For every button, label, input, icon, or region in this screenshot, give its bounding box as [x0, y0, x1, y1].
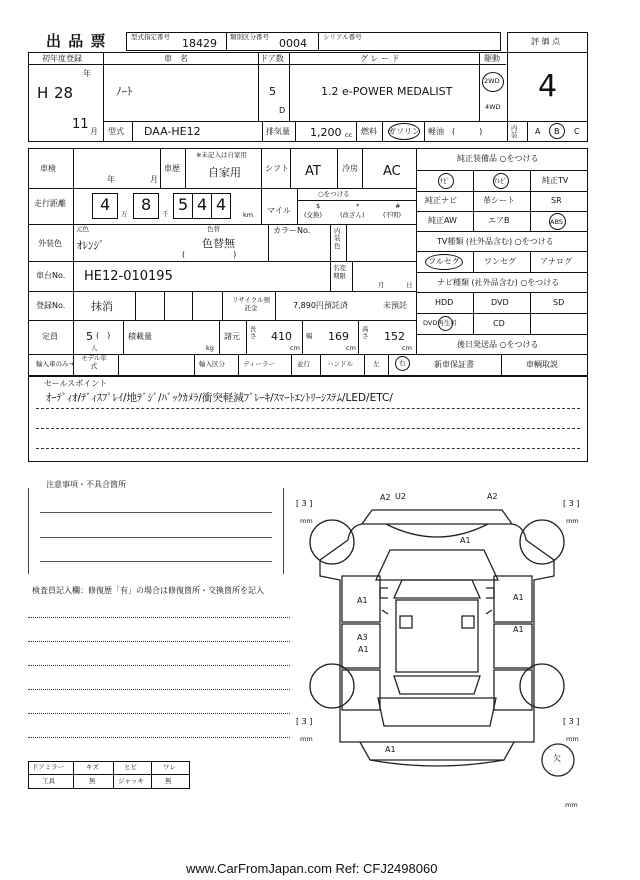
color-change: 色替無: [202, 237, 235, 250]
inspector-label: 検査員記入欄：修復歴「有」の場合は修復箇所・交換箇所を記入: [32, 586, 264, 595]
legend-value-tools-status: 無: [89, 777, 96, 785]
era: H: [37, 84, 49, 102]
ac: AC: [383, 164, 401, 179]
std-sr: SR: [551, 196, 562, 205]
mileage-man-unit: 万: [121, 210, 128, 218]
height-unit: cm: [402, 344, 412, 352]
mark-right-front-door: A1: [513, 593, 524, 602]
model-cert-number: 18429: [182, 37, 217, 50]
caution-label: 注意事項・不具合箇所: [46, 480, 126, 489]
displacement-unit: cc: [345, 131, 353, 139]
legend-header-broken: ワレ: [163, 763, 176, 771]
doors-label: ドア数: [260, 54, 284, 63]
import-label: 輸入車のみ→: [36, 360, 74, 368]
original-color-label: 元色: [76, 225, 89, 233]
interior-grade-a: A: [535, 127, 541, 136]
tire-front-right-value: 3: [568, 499, 574, 508]
model: DAA-HE12: [144, 125, 201, 138]
drive-label: 駆動: [484, 54, 500, 63]
color-no-field: カラーNo.: [273, 226, 311, 235]
shift-label: シフト: [265, 164, 289, 173]
score-value: 4: [538, 69, 558, 104]
shift: AT: [305, 164, 321, 179]
mileage-altered-sub: (改ざん): [340, 211, 365, 219]
usage-note: ※未記入は自家用: [196, 151, 247, 159]
chassis-label: 車台No.: [36, 271, 66, 280]
model-year-label: モデル年式: [81, 354, 107, 370]
sales-point-box: [28, 376, 588, 462]
mark-front-left: A2: [380, 493, 391, 502]
capacity-label: 定員: [42, 332, 58, 341]
color-label: 外装色: [38, 239, 62, 248]
mileage-digit-4: 4: [197, 195, 208, 214]
recycle-none: 未預託: [383, 301, 407, 310]
first-reg-label: 初年度登録: [42, 54, 82, 63]
grade-label: グ レ ー ド: [360, 54, 400, 63]
std-genuine-tv: 純正TV: [542, 176, 569, 185]
month-unit: 月: [90, 127, 98, 136]
tire-front-left: [ 3 ]: [296, 499, 313, 508]
recycle-deposit: 7,890円預託済: [293, 301, 348, 310]
fuel-light-oil: 軽油: [428, 127, 444, 136]
capacity-paren: ( ): [96, 331, 111, 340]
ac-label: 冷房: [342, 164, 358, 173]
doors: 5: [269, 85, 276, 98]
door-type: D: [279, 106, 286, 115]
std-equipment-title: 純正装備品 ○をつける: [457, 154, 539, 163]
model-cert-label: 型式指定番号: [131, 33, 170, 41]
shaken-year-unit: 年: [107, 175, 115, 184]
interior-grade-b: B: [554, 127, 560, 136]
handle-left: 左: [373, 360, 380, 368]
color-change-label: 色替: [207, 225, 220, 233]
year-unit: 年: [83, 69, 91, 78]
tire-rear-right: [ 3 ]: [563, 717, 580, 726]
mark-front-u2: U2: [395, 492, 406, 501]
fuel-label: 燃料: [361, 127, 377, 136]
std-airbag: エアB: [488, 216, 510, 225]
shaken-month-unit: 月: [150, 175, 158, 184]
model-label: 型式: [108, 127, 124, 136]
spare-tire-label: 欠: [553, 754, 561, 763]
mileage-unknown-sub: (不明): [383, 211, 402, 219]
drive-2wd: 2WD: [484, 77, 500, 85]
car-name: ﾉｰﾄ: [116, 85, 133, 98]
std-navi: ﾅﾋﾞ: [440, 177, 450, 185]
mileage-digit-3: 5: [178, 195, 189, 214]
mile-label: マイル: [267, 206, 291, 215]
mileage-digit-2: 8: [141, 195, 152, 214]
fuel-other: ( ): [452, 127, 483, 136]
drive-4wd: 4WD: [485, 103, 501, 111]
recycle-label: リサイクル預託金: [231, 296, 271, 313]
class-label: 類別区分番号: [230, 33, 269, 41]
mileage-digit-1: 4: [100, 195, 111, 214]
tire-front-right-unit: mm: [566, 517, 579, 525]
name-change-month: 月: [378, 281, 385, 289]
load-label: 積載量: [128, 332, 152, 341]
name-change-label: 名変期限: [333, 264, 346, 280]
navi-dvd: DVD: [491, 298, 509, 307]
color-paren: ( ): [182, 250, 237, 259]
spare-tire-unit: mm: [565, 801, 578, 809]
displacement-label: 排気量: [266, 127, 290, 136]
navi-hdd: HDD: [435, 298, 454, 307]
tire-rear-right-unit: mm: [566, 735, 579, 743]
displacement: 1,200: [310, 126, 342, 139]
legend-header-mirror: ドアミラー: [32, 763, 65, 771]
navi-title: ナビ種類 (社外品含む) ○をつける: [437, 278, 560, 287]
watermark: www.CarFromJapan.com Ref: CFJ2498060: [186, 861, 438, 876]
std-genuine-aw: 純正AW: [428, 216, 457, 225]
reg-label: 登録No.: [36, 301, 66, 310]
reg-number: 抹消: [91, 300, 113, 313]
sheet-title: 出 品 票: [46, 32, 107, 50]
navi-cd: CD: [493, 319, 505, 328]
dealer: ディーラー: [243, 360, 275, 368]
mark-front-right: A2: [487, 492, 498, 501]
tire-front-right: [ 3 ]: [563, 499, 580, 508]
mileage-exchange: $: [316, 202, 321, 210]
car-damage-diagram: [290, 480, 590, 810]
length-unit: cm: [290, 344, 300, 352]
sales-point-label: セールスポイント: [44, 379, 108, 388]
first-reg-month: 11: [72, 117, 89, 132]
mileage-km-unit: km: [243, 211, 254, 219]
grade: 1.2 e-POWER MEDALIST: [321, 85, 453, 98]
mark-left-front-door: A1: [357, 596, 368, 605]
serial-label: シリアル番号: [323, 33, 362, 41]
handle-right: 右: [399, 359, 406, 367]
later-title: 後日発送品 ○をつける: [457, 340, 539, 349]
tire-rear-left-unit: mm: [300, 735, 313, 743]
first-reg-year: 28: [54, 84, 74, 102]
load-unit: kg: [206, 344, 214, 352]
class-number: 0004: [279, 37, 307, 50]
length: 410: [271, 330, 292, 343]
tire-rear-right-value: 3: [568, 717, 574, 726]
std-genuine-navi: 純正ナビ: [425, 196, 457, 205]
later-manual: 車輌取説: [526, 360, 558, 369]
std-leather: 革シート: [483, 196, 515, 205]
shaken-label: 車検: [40, 164, 56, 173]
legend-value-jack-status: 無: [165, 777, 172, 785]
score-label: 評 価 点: [531, 37, 561, 46]
fuel-gasoline: ガソリン: [388, 127, 420, 136]
name-change-day: 日: [406, 281, 413, 289]
height-label: 高さ: [362, 325, 369, 340]
mileage-unknown: #: [395, 202, 401, 210]
sales-point-text: ｵｰﾃﾞｨｵ/ﾃﾞｨｽﾌﾟﾚｲ/地ﾃﾞｼﾞ/ﾊﾞｯｸｶﾒﾗ/衝突軽減ﾌﾞﾚｰｷ/ｽﾏｰﾄｴﾝﾄﾘｰｼｽﾃﾑ/LED/ETC/: [46, 392, 393, 404]
tv-title: TV種類 (社外品含む) ○をつける: [437, 237, 554, 246]
mileage-digit-5: 4: [216, 195, 227, 214]
length-label: 長さ: [250, 325, 257, 340]
mark-rear-bumper: A1: [385, 745, 396, 754]
mileage-circle-note: ○をつける: [318, 190, 350, 198]
mileage-sen-unit: 千: [162, 210, 169, 218]
tv-analog: アナログ: [540, 257, 572, 266]
handle-label: ハンドル: [327, 360, 353, 368]
tire-rear-left: [ 3 ]: [296, 717, 313, 726]
tire-front-left-unit: mm: [300, 517, 313, 525]
legend-value-jack: ジャッキ: [118, 777, 144, 785]
mileage-label: 走行距離: [34, 199, 66, 208]
std-tv: ﾃﾚﾋﾞ: [494, 177, 507, 185]
mileage-altered: *: [356, 202, 360, 210]
tire-rear-left-value: 3: [301, 717, 307, 726]
mark-left-rear-a3: A3: [357, 633, 368, 642]
parallel: 並行: [297, 360, 310, 368]
chassis-number: HE12-010195: [84, 269, 173, 284]
mark-hood: A1: [460, 536, 471, 545]
capacity: 5: [86, 330, 93, 343]
mileage-exchange-sub: (交換): [304, 211, 323, 219]
usage-label: 車歴: [164, 164, 180, 173]
width-label: 幅: [306, 332, 313, 340]
mark-right-rear-door: A1: [513, 625, 524, 634]
height: 152: [384, 330, 405, 343]
legend-header-scratch: キズ: [86, 763, 99, 771]
interior-grade-c: C: [574, 127, 580, 136]
interior-color-label: 内装色: [334, 227, 341, 250]
import-class-label: 輸入区分: [199, 360, 225, 368]
dims-label: 諸元: [224, 332, 240, 341]
interior-label: 内装: [511, 124, 518, 139]
later-warranty: 新車保証書: [434, 360, 474, 369]
car-name-label: 車 名: [164, 54, 188, 63]
legend-header-crack: ヒビ: [124, 763, 137, 771]
mark-left-rear-a1: A1: [358, 645, 369, 654]
usage: 自家用: [208, 166, 241, 179]
tire-front-left-value: 3: [301, 499, 307, 508]
navi-sd: SD: [553, 298, 565, 307]
std-abs: ABS: [550, 218, 563, 226]
legend-value-tools: 工具: [42, 777, 55, 785]
tv-fullseg: フルセグ: [428, 257, 460, 266]
navi-dvd-play: DVD再生可: [423, 319, 457, 327]
tv-oneseg: ワンセグ: [484, 257, 516, 266]
width-unit: cm: [346, 344, 356, 352]
capacity-unit: 人: [91, 344, 98, 352]
width: 169: [328, 330, 349, 343]
exterior-color: ｵﾚﾝｼﾞ: [77, 239, 105, 252]
